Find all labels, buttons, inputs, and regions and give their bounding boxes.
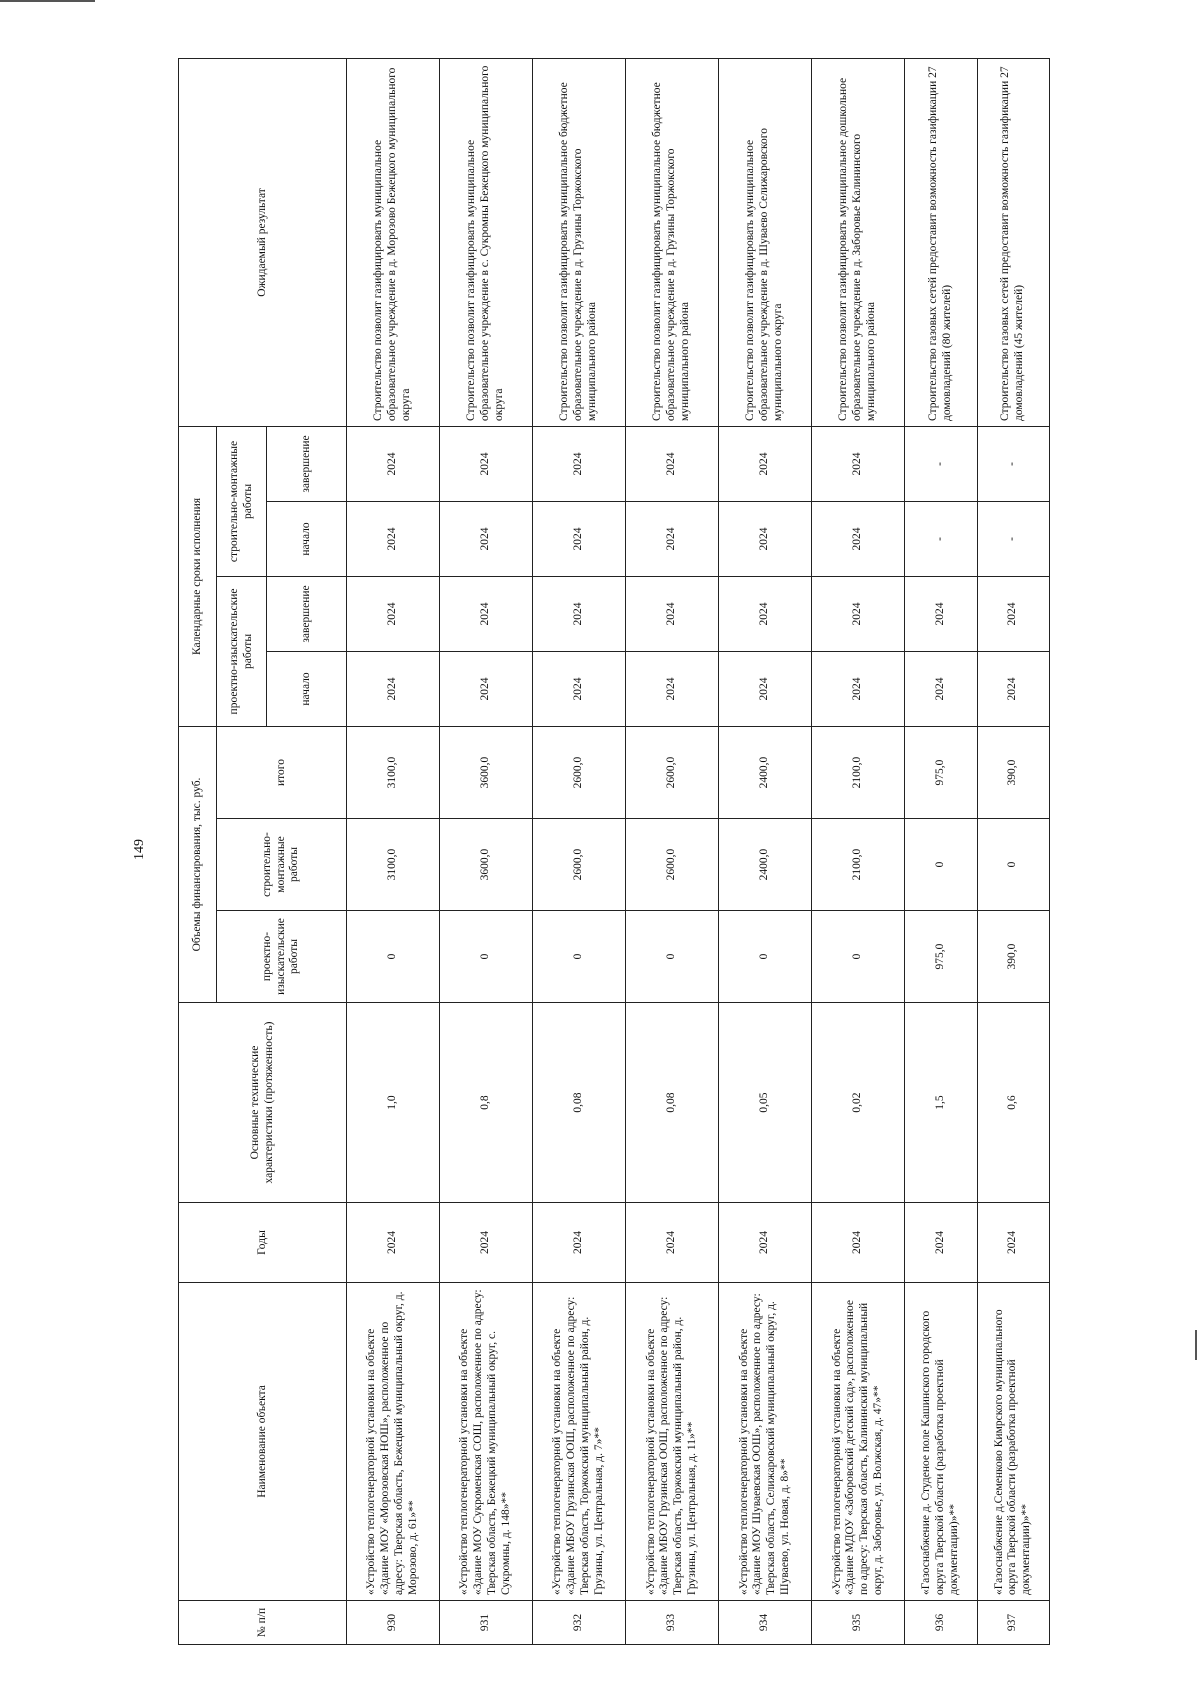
header-num: № п/п: [179, 1601, 347, 1645]
cell-fin-design: 0: [440, 911, 533, 1003]
cell-design-end: 2024: [440, 576, 533, 651]
cell-num: 934: [719, 1601, 812, 1645]
cell-num: 930: [347, 1601, 440, 1645]
table-row: [977, 58, 1049, 1644]
cell-result: Строительство позволит газифицировать муниципальное образовательное учреждение в с. Сукромны Бежецкого муниципального округа: [440, 58, 533, 426]
cell-year: 2024: [533, 1203, 626, 1283]
cell-fin-design: 975,0: [905, 911, 977, 1003]
table-row: [719, 58, 812, 1644]
page-number: 149: [132, 839, 147, 860]
cell-year: 2024: [347, 1203, 440, 1283]
cell-result: Строительство газовых сетей предоставит возможность газификации 27 домовладений (45 жителей): [977, 58, 1049, 426]
cell-fin-total: 3100,0: [347, 726, 440, 818]
header-fin-construction: строительно-монтажные работы: [217, 819, 347, 911]
table-header: [179, 58, 347, 1644]
cell-design-start: 2024: [440, 651, 533, 726]
cell-name: «Газоснабжение д.Семенково Кимрского муниципального округа Тверской области (разработка проектной документации)»**: [977, 1283, 1049, 1601]
table-row: [626, 58, 719, 1644]
cell-name: «Устройство теплогенераторной установки на объекте «Здание МДОУ «Заборовский детский сад», расположенное по адресу: Тверская область, Калининский муниципальный округ, д. Заборовье, ул. Волжская, д. 47»**: [812, 1283, 905, 1601]
cell-tech: 0,08: [533, 1003, 626, 1203]
rotated-table-container: [178, 59, 1050, 1645]
cell-tech: 0,6: [977, 1003, 1049, 1203]
cell-fin-total: 2100,0: [812, 726, 905, 818]
cell-num: 933: [626, 1601, 719, 1645]
cell-tech: 0,02: [812, 1003, 905, 1203]
cell-fin-total: 390,0: [977, 726, 1049, 818]
cell-design-start: 2024: [626, 651, 719, 726]
cell-fin-construction: 0: [977, 819, 1049, 911]
header-fin-total: итого: [217, 726, 347, 818]
cell-tech: 0,08: [626, 1003, 719, 1203]
cell-design-end: 2024: [812, 576, 905, 651]
table-row: [533, 58, 626, 1644]
cell-constr-start: 2024: [533, 501, 626, 576]
cell-design-end: 2024: [977, 576, 1049, 651]
cell-fin-total: 2600,0: [533, 726, 626, 818]
cell-constr-end: 2024: [440, 426, 533, 501]
cell-constr-start: 2024: [812, 501, 905, 576]
cell-name: «Устройство теплогенераторной установки на объекте «Здание МБОУ Грузинская ООШ, расположенное по адресу: Тверская область, Торжокский муниципальный район, д. Грузины, ул. Центральная, д. 11»**: [626, 1283, 719, 1601]
cell-year: 2024: [440, 1203, 533, 1283]
cell-fin-construction: 2400,0: [719, 819, 812, 911]
cell-design-end: 2024: [347, 576, 440, 651]
cell-tech: 1,5: [905, 1003, 977, 1203]
scan-edge-mark: [1195, 1330, 1197, 1360]
cell-name: «Газоснабжение д. Студеное поле Кашинского городского округа Тверской области (разработка проектной документации)»**: [905, 1283, 977, 1601]
cell-tech: 0,05: [719, 1003, 812, 1203]
cell-constr-start: 2024: [719, 501, 812, 576]
cell-design-start: 2024: [533, 651, 626, 726]
cell-result: Строительство газовых сетей предоставит возможность газификации 27 домовладений (80 жителей): [905, 58, 977, 426]
cell-num: 932: [533, 1601, 626, 1645]
cell-constr-start: 2024: [626, 501, 719, 576]
cell-fin-design: 0: [626, 911, 719, 1003]
cell-fin-construction: 3600,0: [440, 819, 533, 911]
cell-tech: 0,8: [440, 1003, 533, 1203]
cell-constr-end: -: [977, 426, 1049, 501]
table-row: [812, 58, 905, 1644]
cell-constr-start: 2024: [347, 501, 440, 576]
table-row: [905, 58, 977, 1644]
cell-num: 935: [812, 1601, 905, 1645]
cell-constr-end: 2024: [347, 426, 440, 501]
cell-fin-design: 0: [533, 911, 626, 1003]
cell-design-end: 2024: [905, 576, 977, 651]
header-result: Ожидаемый результат: [179, 58, 347, 426]
cell-design-end: 2024: [719, 576, 812, 651]
cell-fin-construction: 2100,0: [812, 819, 905, 911]
cell-constr-end: 2024: [812, 426, 905, 501]
header-years: Годы: [179, 1203, 347, 1283]
cell-result: Строительство позволит газифицировать муниципальное дошкольное образовательное учреждение в д. Заборовье Калининского муниципального района: [812, 58, 905, 426]
cell-constr-end: -: [905, 426, 977, 501]
cell-num: 931: [440, 1601, 533, 1645]
cell-result: Строительство позволит газифицировать муниципальное образовательное учреждение в д. Шуваево Селижаровского муниципального округа: [719, 58, 812, 426]
cell-num: 936: [905, 1601, 977, 1645]
cell-year: 2024: [626, 1203, 719, 1283]
cell-design-end: 2024: [626, 576, 719, 651]
cell-year: 2024: [812, 1203, 905, 1283]
header-calendar: Календарные сроки исполнения: [179, 426, 217, 726]
header-tech: Основные технические характеристики (протяженность): [179, 1003, 347, 1203]
cell-tech: 1,0: [347, 1003, 440, 1203]
cell-constr-start: -: [905, 501, 977, 576]
cell-name: «Устройство теплогенераторной установки на объекте «Здание МБОУ Грузинская ООШ, расположенное по адресу: Тверская область, Торжокский муниципальный район, д. Грузины, ул. Центральная, д. 7»**: [533, 1283, 626, 1601]
cell-result: Строительство позволит газифицировать муниципальное бюджетное образовательное учреждение в д. Грузины Торжокского муниципального района: [533, 58, 626, 426]
cell-constr-end: 2024: [626, 426, 719, 501]
objects-table: [178, 58, 1050, 1645]
cell-fin-design: 390,0: [977, 911, 1049, 1003]
cell-num: 937: [977, 1601, 1049, 1645]
header-financing: Объемы финансирования, тыс. руб.: [179, 726, 217, 1002]
header-name: Наименование объекта: [179, 1283, 347, 1601]
table-row: [347, 58, 440, 1644]
cell-constr-end: 2024: [719, 426, 812, 501]
cell-fin-construction: 3100,0: [347, 819, 440, 911]
cell-fin-total: 975,0: [905, 726, 977, 818]
cell-design-start: 2024: [719, 651, 812, 726]
cell-constr-start: 2024: [440, 501, 533, 576]
cell-name: «Устройство теплогенераторной установки на объекте «Здание МОУ Шуваевская ООШ», расположенное по адресу: Тверская область, Селижаровский муниципальный округ, д. Шуваево, ул. Новая, д. 8»**: [719, 1283, 812, 1601]
cell-name: «Устройство теплогенераторной установки на объекте «Здание МОУ «Морозовская НОШ», расположенное по адресу: Тверская область, Бежецкий муниципальный округ, д. Морозово, д. 61»**: [347, 1283, 440, 1601]
cell-fin-design: 0: [719, 911, 812, 1003]
cell-design-start: 2024: [977, 651, 1049, 726]
cell-year: 2024: [719, 1203, 812, 1283]
cell-design-start: 2024: [812, 651, 905, 726]
cell-fin-construction: 2600,0: [533, 819, 626, 911]
cell-fin-design: 0: [347, 911, 440, 1003]
header-cal-design: проектно-изыскательские работы: [217, 576, 267, 726]
cell-constr-end: 2024: [533, 426, 626, 501]
cell-name: «Устройство теплогенераторной установки на объекте «Здание МОУ Сукроменская СОШ, расположенное по адресу: Тверская область, Бежецкий муниципальный округ, с. Сукромны, д. 148»**: [440, 1283, 533, 1601]
cell-year: 2024: [905, 1203, 977, 1283]
cell-design-start: 2024: [905, 651, 977, 726]
cell-fin-construction: 2600,0: [626, 819, 719, 911]
cell-fin-total: 2600,0: [626, 726, 719, 818]
cell-design-start: 2024: [347, 651, 440, 726]
header-fin-design: проектно-изыскательские работы: [217, 911, 347, 1003]
table-row: [440, 58, 533, 1644]
cell-fin-construction: 0: [905, 819, 977, 911]
cell-design-end: 2024: [533, 576, 626, 651]
header-constr-end: завершение: [267, 426, 347, 501]
cell-result: Строительство позволит газифицировать муниципальное бюджетное образовательное учреждение в д. Грузины Торжокского муниципального района: [626, 58, 719, 426]
header-cal-construction: строительно-монтажные работы: [217, 426, 267, 576]
cell-constr-start: -: [977, 501, 1049, 576]
cell-fin-total: 3600,0: [440, 726, 533, 818]
table-body: [347, 58, 1050, 1644]
cell-result: Строительство позволит газифицировать муниципальное образовательное учреждение в д. Морозово Бежецкого муниципального округа: [347, 58, 440, 426]
header-design-end: завершение: [267, 576, 347, 651]
header-constr-start: начало: [267, 501, 347, 576]
scan-edge-mark: [0, 0, 95, 2]
cell-fin-design: 0: [812, 911, 905, 1003]
cell-fin-total: 2400,0: [719, 726, 812, 818]
header-design-start: начало: [267, 651, 347, 726]
cell-year: 2024: [977, 1203, 1049, 1283]
